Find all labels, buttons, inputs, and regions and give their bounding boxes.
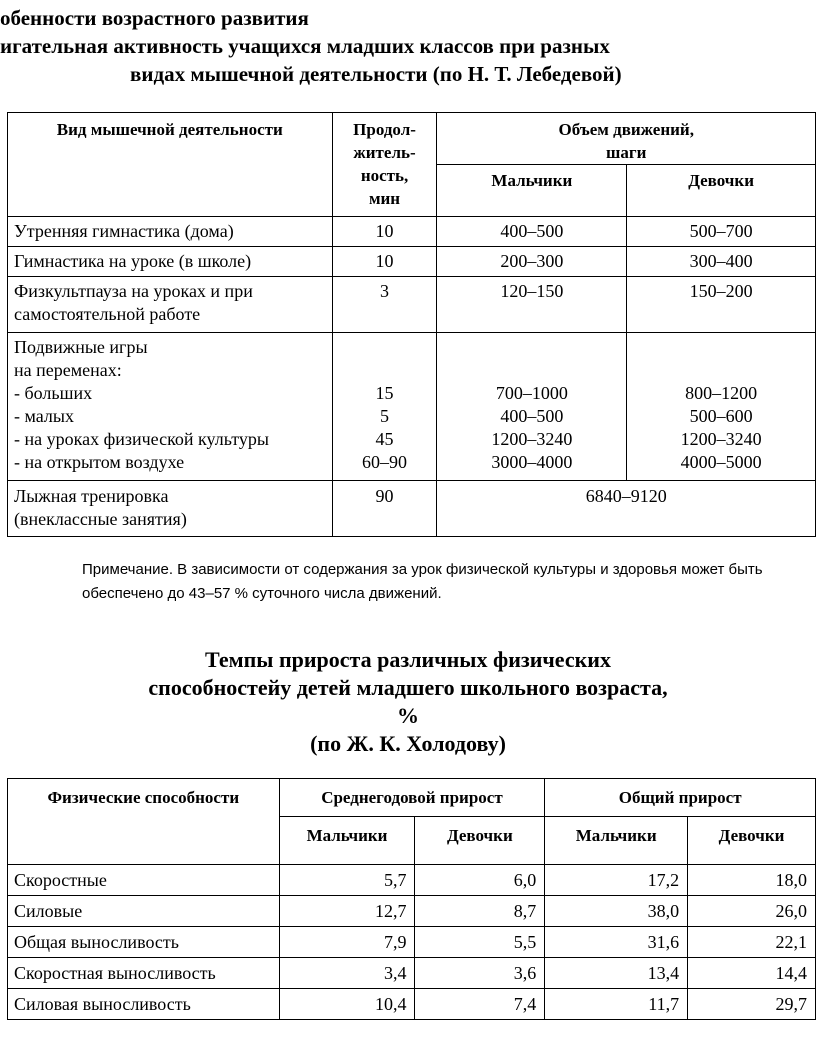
girls-steps-cell: 500–700 (627, 217, 816, 247)
col-header-ability: Физические способности (8, 779, 280, 865)
col-header-total-boys: Мальчики (545, 817, 688, 865)
heading-line-2: игательная активность учащихся младших классов при разных (0, 34, 610, 58)
combined-steps-cell: 6840–9120 (437, 481, 816, 537)
duration-cell: 10 (332, 247, 437, 277)
col-header-duration: Продол- житель- ность, мин (332, 113, 437, 217)
girls-steps-cell: 300–400 (627, 247, 816, 277)
boys-steps-cell: 200–300 (437, 247, 627, 277)
boys-steps-cell: 700–1000 400–500 1200–3240 3000–4000 (437, 333, 627, 481)
annual-girls-cell: 5,5 (415, 927, 545, 958)
boys-steps-cell: 120–150 (437, 277, 627, 333)
table-row (8, 217, 816, 247)
total-boys-cell: 17,2 (545, 865, 688, 896)
annual-boys-cell: 7,9 (279, 927, 415, 958)
col-header-annual-girls: Девочки (415, 817, 545, 865)
activity-cell: Утренняя гимнастика (дома) (8, 217, 333, 247)
table-row (8, 896, 816, 927)
annual-boys-cell: 10,4 (279, 989, 415, 1020)
total-boys-cell: 13,4 (545, 958, 688, 989)
boys-steps-cell: 400–500 (437, 217, 627, 247)
girls-steps-cell: 800–1200 500–600 1200–3240 4000–5000 (627, 333, 816, 481)
duration-cell: 3 (332, 277, 437, 333)
total-girls-cell: 22,1 (688, 927, 816, 958)
heading-line-1: обенности возрастного развития (0, 6, 309, 30)
duration-cell: 10 (332, 217, 437, 247)
total-girls-cell: 29,7 (688, 989, 816, 1020)
ability-cell: Общая выносливость (8, 927, 280, 958)
annual-girls-cell: 3,6 (415, 958, 545, 989)
table-row (8, 958, 816, 989)
annual-boys-cell: 12,7 (279, 896, 415, 927)
annual-boys-cell: 5,7 (279, 865, 415, 896)
col-header-girls: Девочки (627, 165, 816, 217)
motor-activity-table (7, 112, 816, 537)
col-header-total-girls: Девочки (688, 817, 816, 865)
table2-title: Темпы прироста различных физических способностейу детей младшего школьного возраста, % (по Ж. К. Холодову) (148, 647, 668, 756)
table-row (8, 333, 816, 481)
ability-cell: Силовые (8, 896, 280, 927)
col-header-annual-boys: Мальчики (279, 817, 415, 865)
col-header-activity: Вид мышечной деятельности (8, 113, 333, 217)
table-note: Примечание. В зависимости от содержания за урок физической культуры и здоровья может быть обеспечено до 43–57 % суточного числа движений. (82, 561, 763, 602)
total-boys-cell: 38,0 (545, 896, 688, 927)
girls-steps-cell: 150–200 (627, 277, 816, 333)
ability-cell: Скоростные (8, 865, 280, 896)
col-header-annual-gain: Среднегодовой прирост (279, 779, 545, 817)
total-girls-cell: 14,4 (688, 958, 816, 989)
table-row (8, 247, 816, 277)
total-girls-cell: 26,0 (688, 896, 816, 927)
activity-cell: Подвижные игры на переменах: - больших - малых - на уроках физической культуры - на открытом воздухе (8, 333, 333, 481)
table-row (8, 927, 816, 958)
heading-line-3: видах мышечной деятельности (по Н. Т. Лебедевой) (130, 62, 622, 86)
total-girls-cell: 18,0 (688, 865, 816, 896)
total-boys-cell: 11,7 (545, 989, 688, 1020)
duration-cell: 90 (332, 481, 437, 537)
table-row (8, 277, 816, 333)
annual-girls-cell: 8,7 (415, 896, 545, 927)
total-boys-cell: 31,6 (545, 927, 688, 958)
ability-cell: Силовая выносливость (8, 989, 280, 1020)
activity-cell: Лыжная тренировка (внеклассные занятия) (8, 481, 333, 537)
table-row (8, 989, 816, 1020)
col-header-volume: Объем движений, шаги (437, 113, 816, 165)
table-row (8, 865, 816, 896)
annual-girls-cell: 7,4 (415, 989, 545, 1020)
physical-abilities-table (7, 778, 816, 1020)
activity-cell: Физкультпауза на уроках и при самостоятельной работе (8, 277, 333, 333)
duration-cell: 15 5 45 60–90 (332, 333, 437, 481)
table-row (8, 481, 816, 537)
activity-cell: Гимнастика на уроке (в школе) (8, 247, 333, 277)
annual-girls-cell: 6,0 (415, 865, 545, 896)
annual-boys-cell: 3,4 (279, 958, 415, 989)
col-header-boys: Мальчики (437, 165, 627, 217)
ability-cell: Скоростная выносливость (8, 958, 280, 989)
col-header-total-gain: Общий прирост (545, 779, 816, 817)
